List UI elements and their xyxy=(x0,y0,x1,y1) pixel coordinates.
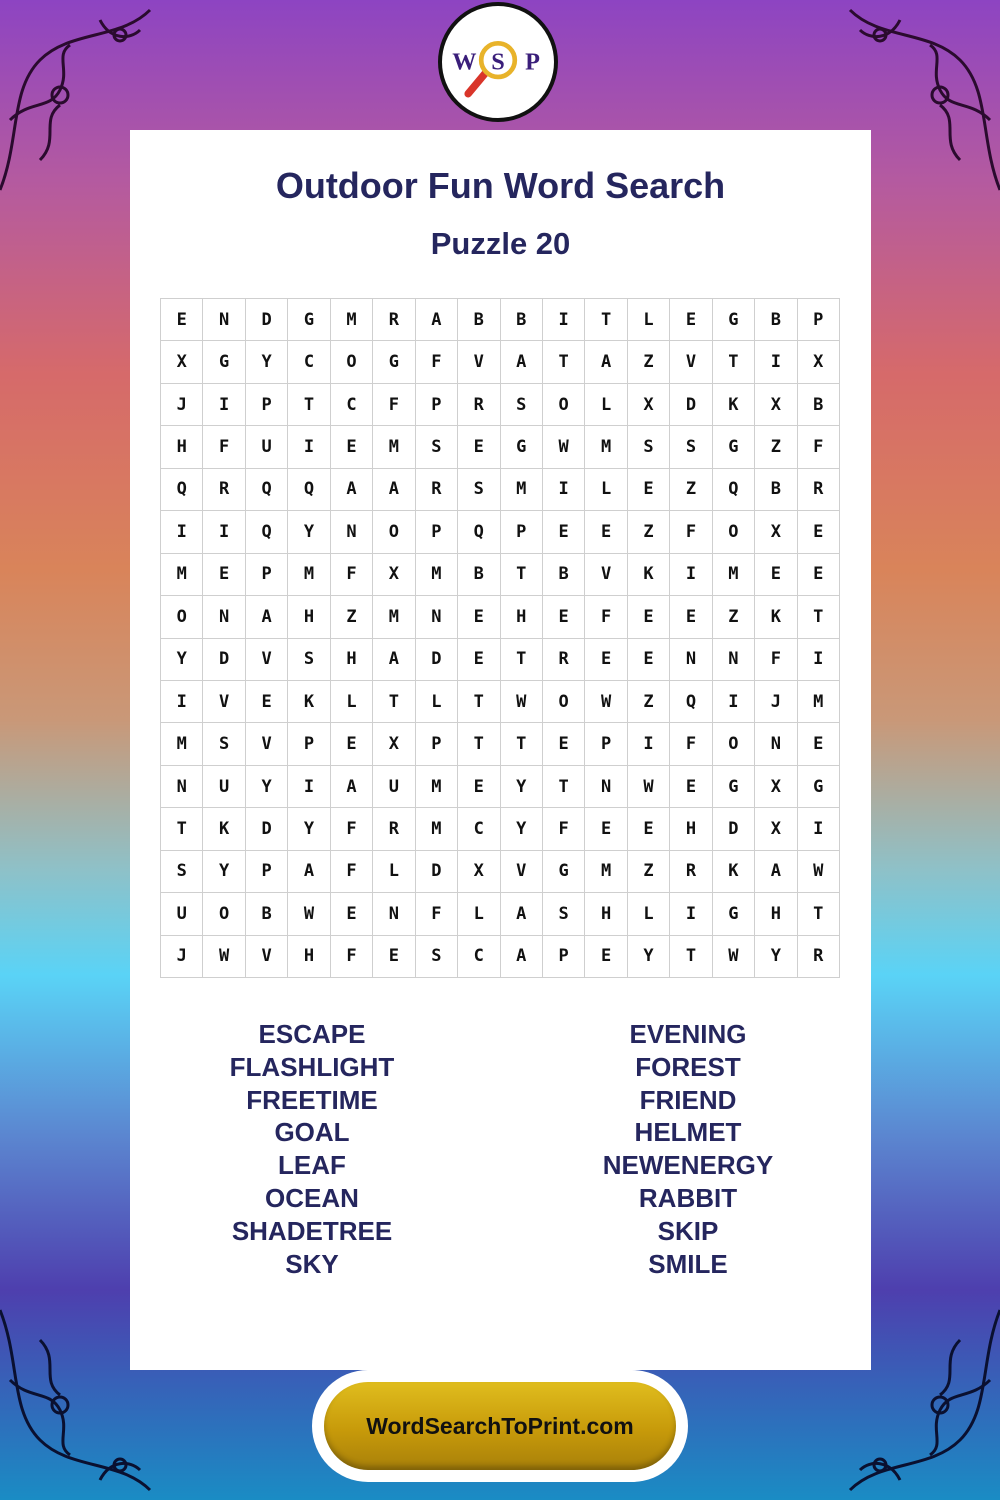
grid-cell: F xyxy=(416,341,458,383)
grid-cell: M xyxy=(798,681,840,723)
grid-cell: B xyxy=(458,299,500,341)
grid-cell: T xyxy=(288,384,330,426)
grid-cell: V xyxy=(203,681,245,723)
grid-cell: M xyxy=(373,426,415,468)
grid-cell: E xyxy=(161,299,203,341)
grid-cell: F xyxy=(203,426,245,468)
grid-cell: E xyxy=(798,511,840,553)
grid-cell: W xyxy=(203,936,245,978)
grid-cell: N xyxy=(331,511,373,553)
grid-cell: Y xyxy=(628,936,670,978)
word-list-item: HELMET xyxy=(634,1117,742,1148)
grid-cell: F xyxy=(798,426,840,468)
grid-cell: L xyxy=(628,299,670,341)
grid-cell: M xyxy=(416,808,458,850)
grid-cell: E xyxy=(628,808,670,850)
grid-cell: A xyxy=(501,341,543,383)
puzzle-card xyxy=(130,130,871,1370)
grid-cell: S xyxy=(161,851,203,893)
grid-cell: I xyxy=(203,384,245,426)
grid-cell: M xyxy=(416,554,458,596)
word-list-item: FREETIME xyxy=(246,1084,378,1115)
grid-cell: Y xyxy=(501,808,543,850)
grid-cell: T xyxy=(161,808,203,850)
grid-cell: W xyxy=(798,851,840,893)
grid-cell: C xyxy=(458,808,500,850)
grid-cell: C xyxy=(331,384,373,426)
grid-cell: E xyxy=(628,596,670,638)
grid-cell: G xyxy=(713,893,755,935)
grid-cell: Y xyxy=(161,639,203,681)
word-list-item: SHADETREE xyxy=(231,1215,393,1246)
grid-cell: U xyxy=(373,766,415,808)
grid-cell: P xyxy=(246,554,288,596)
grid-cell: R xyxy=(670,851,712,893)
grid-cell: A xyxy=(501,893,543,935)
grid-cell: L xyxy=(373,851,415,893)
word-list-right xyxy=(538,1018,838,1280)
grid-cell: J xyxy=(755,681,797,723)
grid-cell: J xyxy=(161,936,203,978)
grid-cell: I xyxy=(755,341,797,383)
grid-cell: G xyxy=(713,299,755,341)
grid-cell: G xyxy=(501,426,543,468)
grid-cell: S xyxy=(458,469,500,511)
grid-cell: A xyxy=(416,299,458,341)
grid-cell: Z xyxy=(713,596,755,638)
grid-cell: P xyxy=(798,299,840,341)
grid-cell: U xyxy=(246,426,288,468)
word-list-item: FOREST xyxy=(635,1051,741,1082)
word-list-left xyxy=(162,1018,462,1280)
grid-cell: K xyxy=(203,808,245,850)
grid-cell: L xyxy=(331,681,373,723)
grid-cell: Q xyxy=(246,511,288,553)
grid-cell: V xyxy=(670,341,712,383)
grid-cell: M xyxy=(288,554,330,596)
grid-cell: R xyxy=(373,808,415,850)
grid-cell: F xyxy=(585,596,627,638)
word-list-item: SKY xyxy=(285,1248,339,1279)
grid-cell: P xyxy=(246,384,288,426)
grid-cell: A xyxy=(331,469,373,511)
site-banner[interactable] xyxy=(312,1370,688,1482)
word-list-item: OCEAN xyxy=(265,1182,359,1213)
grid-cell: Z xyxy=(628,341,670,383)
word-list-item: LEAF xyxy=(278,1150,346,1181)
grid-cell: V xyxy=(246,936,288,978)
grid-cell: F xyxy=(670,511,712,553)
grid-cell: O xyxy=(331,341,373,383)
grid-cell: L xyxy=(585,384,627,426)
grid-cell: S xyxy=(288,639,330,681)
grid-cell: H xyxy=(670,808,712,850)
grid-cell: X xyxy=(161,341,203,383)
word-list-item: FRIEND xyxy=(639,1084,737,1115)
grid-cell: B xyxy=(798,384,840,426)
grid-cell: H xyxy=(755,893,797,935)
grid-cell: G xyxy=(713,426,755,468)
grid-cell: N xyxy=(203,596,245,638)
grid-cell: E xyxy=(628,469,670,511)
grid-cell: T xyxy=(458,681,500,723)
word-list-item: GOAL xyxy=(274,1117,350,1148)
grid-cell: T xyxy=(501,639,543,681)
puzzle-title: Outdoor Fun Word Search xyxy=(275,165,726,206)
grid-cell: M xyxy=(501,469,543,511)
grid-cell: N xyxy=(203,299,245,341)
grid-cell: E xyxy=(670,596,712,638)
grid-cell: G xyxy=(373,341,415,383)
grid-cell: V xyxy=(585,554,627,596)
grid-cell: Q xyxy=(288,469,330,511)
grid-cell: T xyxy=(798,596,840,638)
logo-letter-s: S xyxy=(491,48,505,76)
grid-cell: K xyxy=(755,596,797,638)
logo-letter-w: W xyxy=(452,48,477,76)
grid-cell: I xyxy=(670,893,712,935)
grid-cell: V xyxy=(501,851,543,893)
grid-cell: E xyxy=(755,554,797,596)
grid-cell: S xyxy=(543,893,585,935)
grid-cell: F xyxy=(416,893,458,935)
grid-cell: Q xyxy=(670,681,712,723)
grid-cell: E xyxy=(585,639,627,681)
grid-cell: W xyxy=(288,893,330,935)
grid-cell: K xyxy=(288,681,330,723)
grid-cell: W xyxy=(501,681,543,723)
grid-cell: E xyxy=(585,936,627,978)
grid-cell: F xyxy=(331,554,373,596)
grid-cell: M xyxy=(161,723,203,765)
grid-cell: Y xyxy=(501,766,543,808)
grid-cell: V xyxy=(246,639,288,681)
grid-cell: W xyxy=(628,766,670,808)
grid-cell: O xyxy=(203,893,245,935)
grid-cell: T xyxy=(713,341,755,383)
grid-cell: E xyxy=(331,723,373,765)
grid-cell: M xyxy=(373,596,415,638)
grid-cell: R xyxy=(798,469,840,511)
grid-cell: A xyxy=(373,469,415,511)
grid-cell: Y xyxy=(288,511,330,553)
grid-cell: R xyxy=(203,469,245,511)
grid-cell: Q xyxy=(458,511,500,553)
grid-cell: X xyxy=(458,851,500,893)
grid-cell: T xyxy=(501,723,543,765)
grid-cell: W xyxy=(543,426,585,468)
grid-cell: E xyxy=(585,511,627,553)
grid-cell: E xyxy=(798,554,840,596)
grid-cell: M xyxy=(416,766,458,808)
grid-cell: D xyxy=(713,808,755,850)
grid-cell: I xyxy=(288,426,330,468)
grid-cell: C xyxy=(288,341,330,383)
grid-cell: A xyxy=(288,851,330,893)
grid-cell: Z xyxy=(670,469,712,511)
grid-cell: H xyxy=(288,936,330,978)
grid-cell: T xyxy=(543,766,585,808)
grid-cell: I xyxy=(670,554,712,596)
grid-cell: A xyxy=(501,936,543,978)
grid-cell: Y xyxy=(288,808,330,850)
grid-cell: R xyxy=(458,384,500,426)
grid-cell: G xyxy=(203,341,245,383)
grid-cell: V xyxy=(246,723,288,765)
word-list-item: EVENING xyxy=(629,1019,747,1049)
grid-cell: I xyxy=(203,511,245,553)
grid-cell: O xyxy=(713,723,755,765)
grid-cell: W xyxy=(713,936,755,978)
grid-cell: G xyxy=(288,299,330,341)
grid-cell: F xyxy=(331,851,373,893)
word-list-item: SMILE xyxy=(648,1248,728,1279)
word-list-item: RABBIT xyxy=(638,1182,738,1213)
puzzle-subtitle: Puzzle 20 xyxy=(430,226,571,261)
grid-cell: D xyxy=(670,384,712,426)
grid-cell: T xyxy=(798,893,840,935)
grid-cell: C xyxy=(458,936,500,978)
grid-cell: N xyxy=(670,639,712,681)
grid-cell: X xyxy=(373,554,415,596)
logo-letter-p: P xyxy=(525,48,540,76)
grid-cell: S xyxy=(416,936,458,978)
grid-cell: S xyxy=(670,426,712,468)
word-list-item: SKIP xyxy=(657,1215,719,1246)
grid-cell: L xyxy=(585,469,627,511)
grid-cell: K xyxy=(628,554,670,596)
grid-cell: E xyxy=(670,299,712,341)
grid-cell: B xyxy=(501,299,543,341)
grid-cell: S xyxy=(416,426,458,468)
grid-cell: X xyxy=(798,341,840,383)
grid-cell: E xyxy=(458,596,500,638)
grid-cell: M xyxy=(161,554,203,596)
grid-cell: B xyxy=(755,469,797,511)
grid-cell: N xyxy=(161,766,203,808)
grid-cell: X xyxy=(755,384,797,426)
grid-cell: E xyxy=(373,936,415,978)
grid-cell: T xyxy=(501,554,543,596)
grid-cell: Y xyxy=(246,766,288,808)
grid-cell: N xyxy=(585,766,627,808)
grid-cell: Z xyxy=(628,511,670,553)
word-list xyxy=(130,1018,871,1288)
grid-cell: S xyxy=(628,426,670,468)
grid-cell: V xyxy=(458,341,500,383)
grid-cell: I xyxy=(543,469,585,511)
grid-cell: Z xyxy=(331,596,373,638)
grid-cell: Z xyxy=(755,426,797,468)
grid-cell: I xyxy=(543,299,585,341)
grid-cell: S xyxy=(203,723,245,765)
grid-cell: F xyxy=(670,723,712,765)
grid-cell: M xyxy=(331,299,373,341)
grid-cell: L xyxy=(416,681,458,723)
grid-cell: A xyxy=(331,766,373,808)
grid-cell: Y xyxy=(203,851,245,893)
grid-cell: N xyxy=(755,723,797,765)
grid-cell: A xyxy=(373,639,415,681)
grid-cell: O xyxy=(543,384,585,426)
grid-cell: I xyxy=(288,766,330,808)
grid-cell: Y xyxy=(755,936,797,978)
grid-cell: X xyxy=(755,511,797,553)
grid-cell: U xyxy=(203,766,245,808)
grid-cell: E xyxy=(543,596,585,638)
grid-cell: F xyxy=(755,639,797,681)
grid-cell: M xyxy=(585,851,627,893)
grid-cell: B xyxy=(246,893,288,935)
grid-cell: Q xyxy=(246,469,288,511)
grid-cell: T xyxy=(585,299,627,341)
grid-cell: F xyxy=(373,384,415,426)
grid-cell: N xyxy=(373,893,415,935)
grid-cell: E xyxy=(670,766,712,808)
wsp-logo xyxy=(438,2,558,122)
grid-cell: E xyxy=(543,511,585,553)
grid-cell: P xyxy=(543,936,585,978)
grid-cell: Y xyxy=(246,341,288,383)
grid-cell: H xyxy=(161,426,203,468)
grid-cell: Q xyxy=(713,469,755,511)
grid-cell: T xyxy=(670,936,712,978)
grid-cell: A xyxy=(246,596,288,638)
grid-cell: H xyxy=(288,596,330,638)
grid-cell: F xyxy=(331,936,373,978)
grid-cell: P xyxy=(416,511,458,553)
grid-cell: E xyxy=(458,639,500,681)
grid-cell: R xyxy=(798,936,840,978)
grid-cell: T xyxy=(543,341,585,383)
grid-cell: H xyxy=(585,893,627,935)
grid-cell: I xyxy=(713,681,755,723)
grid-cell: F xyxy=(331,808,373,850)
grid-cell: P xyxy=(246,851,288,893)
grid-cell: E xyxy=(458,426,500,468)
grid-cell: D xyxy=(246,299,288,341)
grid-cell: E xyxy=(543,723,585,765)
grid-cell: O xyxy=(373,511,415,553)
grid-cell: L xyxy=(458,893,500,935)
grid-cell: X xyxy=(755,766,797,808)
word-list-item: ESCAPE xyxy=(258,1019,366,1049)
grid-cell: E xyxy=(331,893,373,935)
grid-cell: M xyxy=(585,426,627,468)
grid-cell: X xyxy=(373,723,415,765)
grid-cell: O xyxy=(161,596,203,638)
grid-cell: B xyxy=(543,554,585,596)
grid-cell: Q xyxy=(161,469,203,511)
grid-cell: M xyxy=(713,554,755,596)
grid-cell: I xyxy=(798,639,840,681)
grid-cell: I xyxy=(628,723,670,765)
grid-cell: B xyxy=(458,554,500,596)
grid-cell: N xyxy=(416,596,458,638)
grid-cell: X xyxy=(755,808,797,850)
grid-cell: Z xyxy=(628,851,670,893)
grid-cell: D xyxy=(246,808,288,850)
grid-cell: A xyxy=(585,341,627,383)
grid-cell: I xyxy=(798,808,840,850)
grid-cell: K xyxy=(713,384,755,426)
grid-cell: F xyxy=(543,808,585,850)
grid-cell: P xyxy=(416,723,458,765)
grid-cell: G xyxy=(543,851,585,893)
word-list-item: NEWENERGY xyxy=(602,1150,774,1181)
grid-cell: E xyxy=(246,681,288,723)
grid-cell: R xyxy=(416,469,458,511)
grid-cell: X xyxy=(628,384,670,426)
grid-cell: R xyxy=(543,639,585,681)
grid-cell: T xyxy=(458,723,500,765)
grid-cell: A xyxy=(755,851,797,893)
grid-cell: L xyxy=(628,893,670,935)
grid-cell: S xyxy=(501,384,543,426)
word-list-item: FLASHLIGHT xyxy=(229,1051,395,1082)
grid-cell: N xyxy=(713,639,755,681)
grid-cell: D xyxy=(203,639,245,681)
grid-cell: O xyxy=(543,681,585,723)
grid-cell: E xyxy=(798,723,840,765)
grid-cell: W xyxy=(585,681,627,723)
grid-cell: B xyxy=(755,299,797,341)
grid-cell: P xyxy=(501,511,543,553)
grid-cell: E xyxy=(628,639,670,681)
site-link[interactable]: WordSearchToPrint.com xyxy=(324,1382,676,1470)
grid-cell: G xyxy=(798,766,840,808)
grid-cell: E xyxy=(585,808,627,850)
grid-cell: E xyxy=(331,426,373,468)
grid-cell: P xyxy=(288,723,330,765)
grid-cell: E xyxy=(458,766,500,808)
grid-cell: O xyxy=(713,511,755,553)
grid-cell: P xyxy=(416,384,458,426)
grid-cell: T xyxy=(373,681,415,723)
letter-grid xyxy=(160,298,840,978)
grid-cell: U xyxy=(161,893,203,935)
grid-cell: Z xyxy=(628,681,670,723)
grid-cell: D xyxy=(416,851,458,893)
grid-cell: E xyxy=(203,554,245,596)
grid-cell: K xyxy=(713,851,755,893)
grid-cell: D xyxy=(416,639,458,681)
grid-cell: P xyxy=(585,723,627,765)
grid-cell: I xyxy=(161,511,203,553)
grid-cell: I xyxy=(161,681,203,723)
grid-cell: R xyxy=(373,299,415,341)
grid-cell: J xyxy=(161,384,203,426)
grid-cell: H xyxy=(501,596,543,638)
grid-cell: H xyxy=(331,639,373,681)
grid-cell: G xyxy=(713,766,755,808)
